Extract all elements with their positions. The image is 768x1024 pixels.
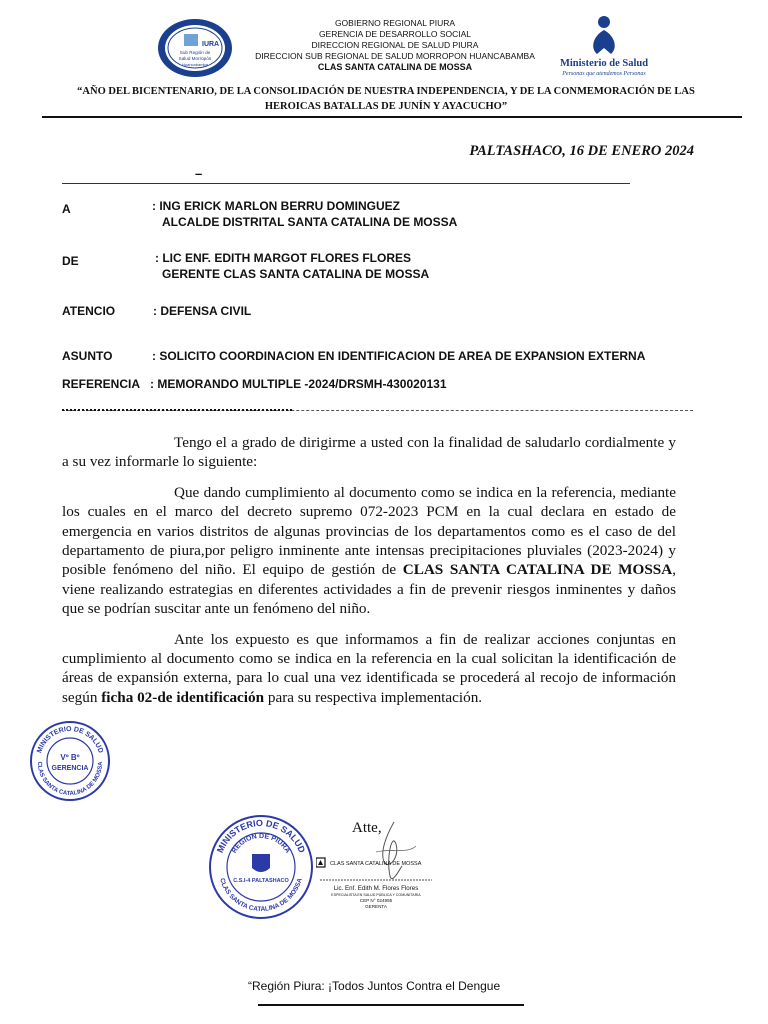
field-value-atencion: : DEFENSA CIVIL <box>153 304 252 318</box>
paragraph-2-bold: CLAS SANTA CATALINA DE MOSSA <box>402 561 673 579</box>
paragraph-3 <box>62 630 676 708</box>
stamp-ring-bottom: CLAS SANTA CATALINA DE MOSSA <box>35 761 105 798</box>
field-value-referencia: : MEMORANDO MULTIPLE -2024/DRSMH-430020131 <box>150 377 447 391</box>
field-label-asunto: ASUNTO <box>62 349 113 363</box>
stamp-center: C.S.I-4 PALTASHACO <box>233 878 289 884</box>
circular-stamp-icon <box>208 814 314 920</box>
field-value-asunto: : SOLICITO COORDINACION EN IDENTIFICACION DE AREA DE EXPANSION EXTERNA <box>152 349 646 363</box>
sender-title: GERENTE CLAS SANTA CATALINA DE MOSSA <box>162 267 430 281</box>
field-label-de: DE <box>62 254 79 268</box>
dash-mark: – <box>195 166 203 181</box>
field-label-a: A <box>62 202 71 216</box>
signer-name: Lic. Enf. Edith M. Flores Flores <box>333 885 419 892</box>
letter-body <box>62 433 676 718</box>
stamp-ring-bottom: CLAS SANTA CATALINA DE MOSSA <box>218 877 304 914</box>
approval-stamp <box>29 720 111 802</box>
ministry-logo <box>557 14 651 80</box>
recipient-name: : ING ERICK MARLON BERRU DOMINGUEZ <box>152 199 400 213</box>
logo-line-1: Sub Región de <box>179 50 211 55</box>
closing-text: Atte, <box>352 820 382 836</box>
field-value-a <box>152 198 457 230</box>
paragraph-3-bold: ficha 02-de identificación <box>101 688 265 706</box>
paragraph-3-text-b: para su respectiva implementación. <box>264 688 483 706</box>
header-line: DIRECCION REGIONAL DE SALUD PIURA <box>311 40 479 50</box>
signer-role: ESPECIALISTA EN SALUD PÚBLICA Y COMUNITARIA <box>331 893 421 897</box>
logo-brand: IURA <box>202 41 220 48</box>
svg-text:REGION DE PIURA <box>231 833 291 855</box>
signer-position: GERENTA <box>365 904 387 909</box>
stamp-ring-mid: REGION DE PIURA <box>230 832 292 855</box>
field-label-referencia: REFERENCIA <box>62 377 141 391</box>
year-motto: “AÑO DEL BICENTENARIO, DE LA CONSOLIDACIÓN DE NUESTRA INDEPENDENCIA, Y DE LA CONMEMORACIÓN DE LAS HEROICAS BATALLAS DE JUNÍN Y AYACUCHO” <box>77 86 695 112</box>
header-divider <box>42 116 742 118</box>
paragraph-1: Tengo el a grado de dirigirme a usted con la finalidad de saludarlo cordialmente y a su vez informarle lo siguiente: <box>62 434 676 471</box>
header-line: DIRECCION SUB REGIONAL DE SALUD MORROPON HUANCABAMBA <box>255 51 535 61</box>
paragraph-2-text-a: Que dando cumplimiento al documento como se indica en la referencia, mediante los cuales en el marco del decreto supremo 072-2023 PCM en la cual declara en estado de emergencia en varios distritos de algunas provincias de los departamentos como es el caso de del departamento de piura,por peligro inminente ante intensas precipitaciones pluviales (2023-2024) y posible fenómeno del niño. El equipo de gestión de <box>62 483 676 579</box>
header-text <box>240 18 550 73</box>
ministry-tagline: Personas que atendemos Personas <box>562 71 646 77</box>
stamp-ring-top: MINISTERIO DE SALUD <box>36 725 104 755</box>
header-line: GOBIERNO REGIONAL PIURA <box>334 18 456 28</box>
field-value-de <box>155 250 429 282</box>
paragraph-2-text-b: , viene realizando estrategias en diferentes actividades a fin de prevenir riesgos inminentes y daños que se podrían suscitar ante un fenómeno del niño. <box>62 561 676 618</box>
stamp-ring-top: MINISTERIO DE SALUD <box>214 817 308 855</box>
signature-org: CLAS SANTA CATALINA DE MOSSA <box>330 861 422 867</box>
footer-slogan: “Región Piura: ¡Todos Juntos Contra el Dengue <box>248 979 501 993</box>
dashed-divider <box>62 410 693 411</box>
header-line: GERENCIA DE DESARROLLO SOCIAL <box>318 29 472 39</box>
ministry-name: Ministerio de Salud <box>559 58 649 69</box>
memo-divider <box>62 183 630 184</box>
person-logo-icon <box>557 14 651 80</box>
stamp-center-2: GERENCIA <box>51 765 89 772</box>
circular-stamp-icon <box>29 720 111 802</box>
signature-stamp <box>316 818 436 914</box>
sub-region-logo <box>157 18 233 78</box>
institution-name: CLAS SANTA CATALINA DE MOSSA <box>317 62 473 72</box>
stamp-center-1: Vº Bº <box>60 753 80 762</box>
footer-divider <box>258 1004 524 1006</box>
paragraph-3-text-a: Ante los expuesto es que informamos a fin de realizar acciones conjuntas en cumplimiento al documento como se indica en la referencia en la cual solicitan la identificación de áreas de expansión externa, para lo cual una vez identificada se procederá al recojo de información según <box>62 630 676 706</box>
ministry-stamp <box>208 814 314 920</box>
signature-block <box>316 818 436 914</box>
paragraph-2 <box>62 483 676 619</box>
field-label-atencion: ATENCIO <box>62 304 116 318</box>
recipient-title: ALCALDE DISTRITAL SANTA CATALINA DE MOSSA <box>162 215 458 229</box>
logo-line-3: Huancabamba <box>181 62 209 67</box>
seal-logo-icon <box>157 18 233 78</box>
sender-name: : LIC ENF. EDITH MARGOT FLORES FLORES <box>155 251 411 265</box>
document-date: PALTASHACO, 16 DE ENERO 2024 <box>469 143 694 159</box>
signer-cep: CEP N° 024955 <box>359 898 393 903</box>
logo-line-2: Salud Morropón <box>178 56 212 61</box>
